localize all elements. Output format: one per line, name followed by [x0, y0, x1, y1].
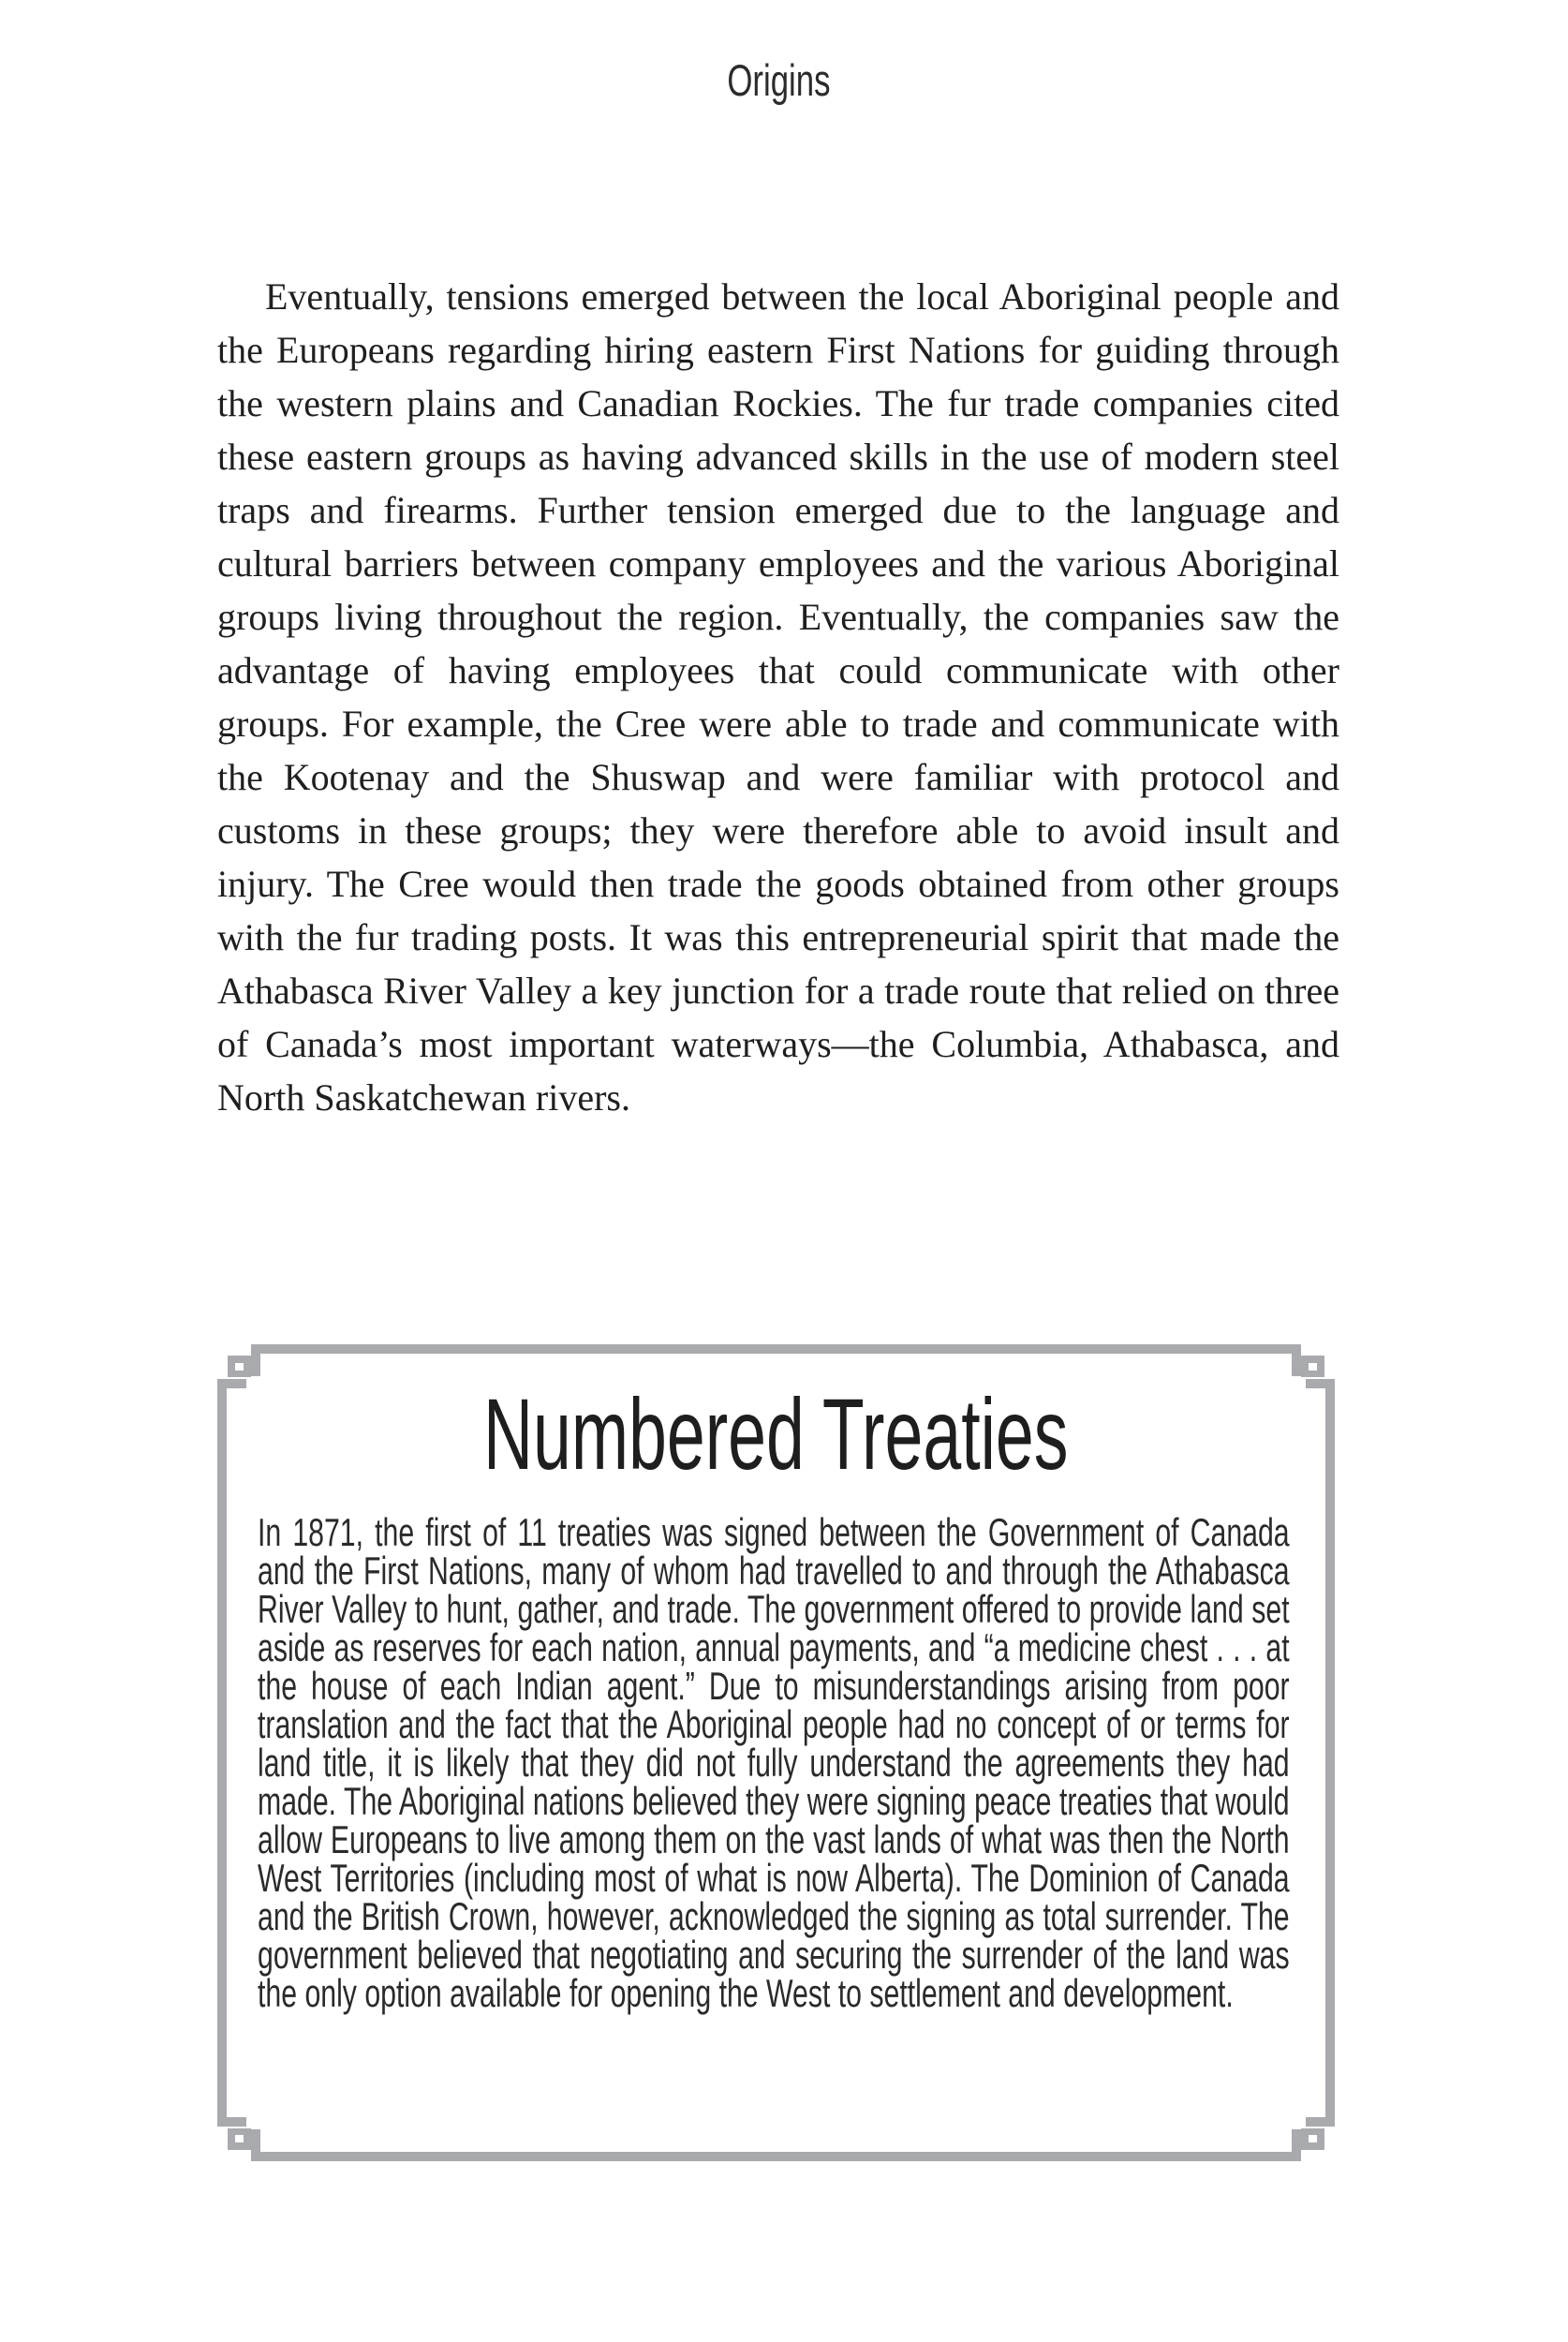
- sidebar-title-text: Numbered Treaties: [483, 1377, 1069, 1490]
- frame-corner-bottom-right: [1292, 2117, 1335, 2161]
- running-header: [217, 56, 1339, 105]
- main-paragraph: Eventually, tensions emerged between the local Aboriginal people and the Europeans regarding hiring eastern First Nations for guiding through the western plains and Canadian Rockies. The fur trade companies cited these eastern groups as having advanced skills in the use of modern steel traps and firearms. Further tension emerged due to the language and cultural barriers between company employees and the various Aboriginal groups living throughout the region. Eventually, the companies saw the advantage of having employees that could communicate with other groups. For example, the Cree were able to trade and communicate with the Kootenay and the Shuswap and were familiar with protocol and customs in these groups; they were therefore able to avoid insult and injury. The Cree would then trade the goods obtained from other groups with the fur trading posts. It was this entrepreneurial spirit that made the Athabasca River Valley a key junction for a trade route that relied on three of Canada’s most important waterways—the Columbia, Athabasca, and North Saskatchewan rivers.: [217, 275, 1339, 1119]
- sidebar-box: [217, 1344, 1335, 2161]
- sidebar-body: In 1871, the first of 11 treaties was signed between the Government of Canada and the First Nations, many of whom had travelled to and through the Athabasca River Valley to hunt, gather, and trade. The government offered to provide land set aside as reserves for each nation, annual payments, and “a medicine chest . . . at the house of each Indian agent.” Due to misunderstandings arising from poor translation and the fact that the Aboriginal people had no concept of or terms for land title, it is likely that they did not fully understand the agreements they had made. The Aboriginal nations believed they were signing peace treaties that would allow Europeans to live among them on the vast lands of what was then the North West Territories (including most of what is now Alberta). The Dominion of Canada and the British Crown, however, acknowledged the signing as total surrender. The government believed that negotiating and securing the surrender of the land was the only option available for opening the West to settlement and development.: [258, 1510, 1290, 2015]
- running-header-text: Origins: [726, 55, 831, 105]
- frame-corner-bottom-left: [217, 2117, 260, 2161]
- sidebar-title: [217, 1378, 1335, 1491]
